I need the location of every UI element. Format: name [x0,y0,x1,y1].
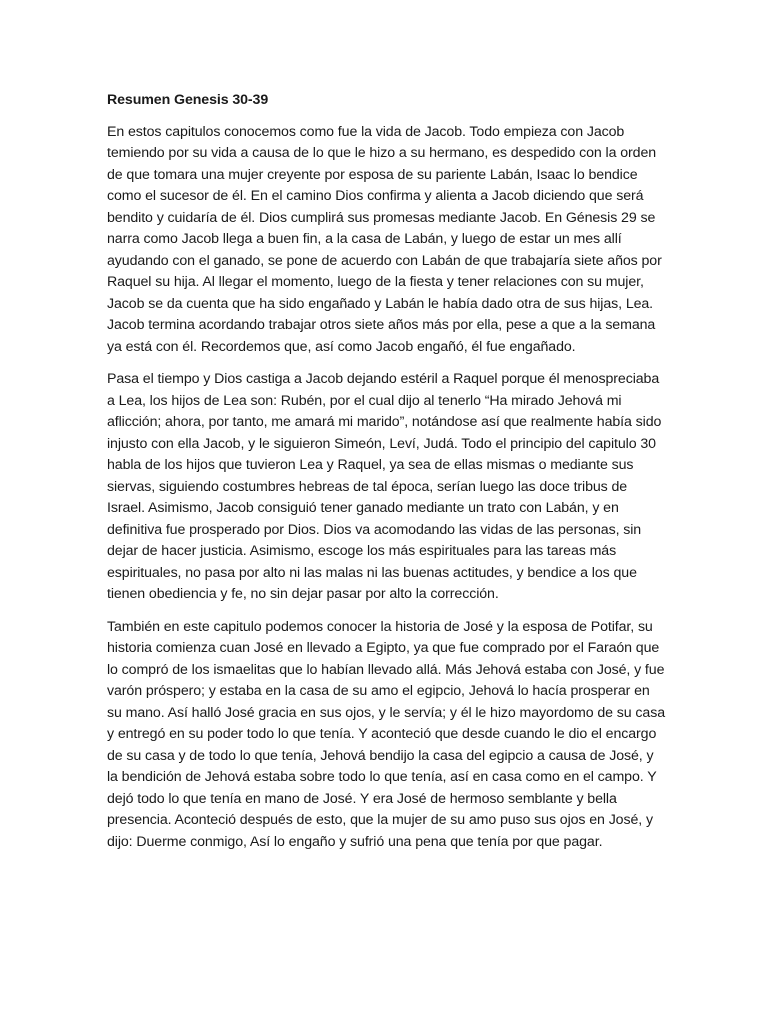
paragraph-1: En estos capitulos conocemos como fue la vida de Jacob. Todo empieza con Jacob temiendo por su vida a causa de lo que le hizo a su hermano, es despedido con la orden de que tomara una mujer creyente por esposa de su pariente Labán, Isaac lo bendice como el sucesor de él. En el camino Dios confirma y alienta a Jacob diciendo que será bendito y cuidaría de él. Dios cumplirá sus promesas mediante Jacob. En Génesis 29 se narra como Jacob llega a buen fin, a la casa de Labán, y luego de estar un mes allí ayudando con el ganado, se pone de acuerdo con Labán de que trabajaría siete años por Raquel su hija. Al llegar el momento, luego de la fiesta y tener relaciones con su mujer, Jacob se da cuenta que ha sido engañado y Labán le había dado otra de sus hijas, Lea. Jacob termina acordando trabajar otros siete años más por ella, pese a que a la semana ya está con él. Recordemos que, así como Jacob engañó, él fue engañado. [107,123,662,355]
document-page [107,90,667,864]
paragraph-2: Pasa el tiempo y Dios castiga a Jacob dejando estéril a Raquel porque él menospreciaba a Lea, los hijos de Lea son: Rubén, por el cual dijo al tenerlo “Ha mirado Jehová mi aflicción; ahora, por tanto, me amará mi marido”, notándose así que realmente había sido injusto con ella Jacob, y le siguieron Simeón, Leví, Judá. Todo el principio del capitulo 30 habla de los hijos que tuvieron Lea y Raquel, ya sea de ellas mismas o mediante sus siervas, siguiendo costumbres hebreas de tal época, serían luego las doce tribus de Israel. Asimismo, Jacob consiguió tener ganado mediante un trato con Labán, y en definitiva fue prosperado por Dios. Dios va acomodando las vidas de las personas, sin dejar de hacer justicia. Asimismo, escoge los más espirituales para las tareas más espirituales, no pasa por alto ni las malas ni las buenas actitudes, y bendice a los que tienen obediencia y fe, no sin dejar pasar por alto la corrección. [107,371,662,602]
paragraph-3: También en este capitulo podemos conocer la historia de José y la esposa de Potifar, su historia comienza cuan José en llevado a Egipto, ya que fue comprado por el Faraón que lo compró de los ismaelitas que lo habían llevado allá. Más Jehová estaba con José, y fue varón próspero; y estaba en la casa de su amo el egipcio, Jehová lo hacía prosperar en su mano. Así halló José gracia en sus ojos, y le servía; y él le hizo mayordomo de su casa y entregó en su poder todo lo que tenía. Y aconteció que desde cuando le dio el encargo de su casa y de todo lo que tenía, Jehová bendijo la casa del egipcio a causa de José, y la bendición de Jehová estaba sobre todo lo que tenía, así en casa como en el campo. Y dejó todo lo que tenía en mano de José. Y era José de hermoso semblante y bella presencia. Aconteció después de esto, que la mujer de su amo puso sus ojos en José, y dijo: Duerme conmigo, Así lo engaño y sufrió una pena que tenía por que pagar. [107,618,665,850]
document-title: Resumen Genesis 30-39 [107,92,269,108]
